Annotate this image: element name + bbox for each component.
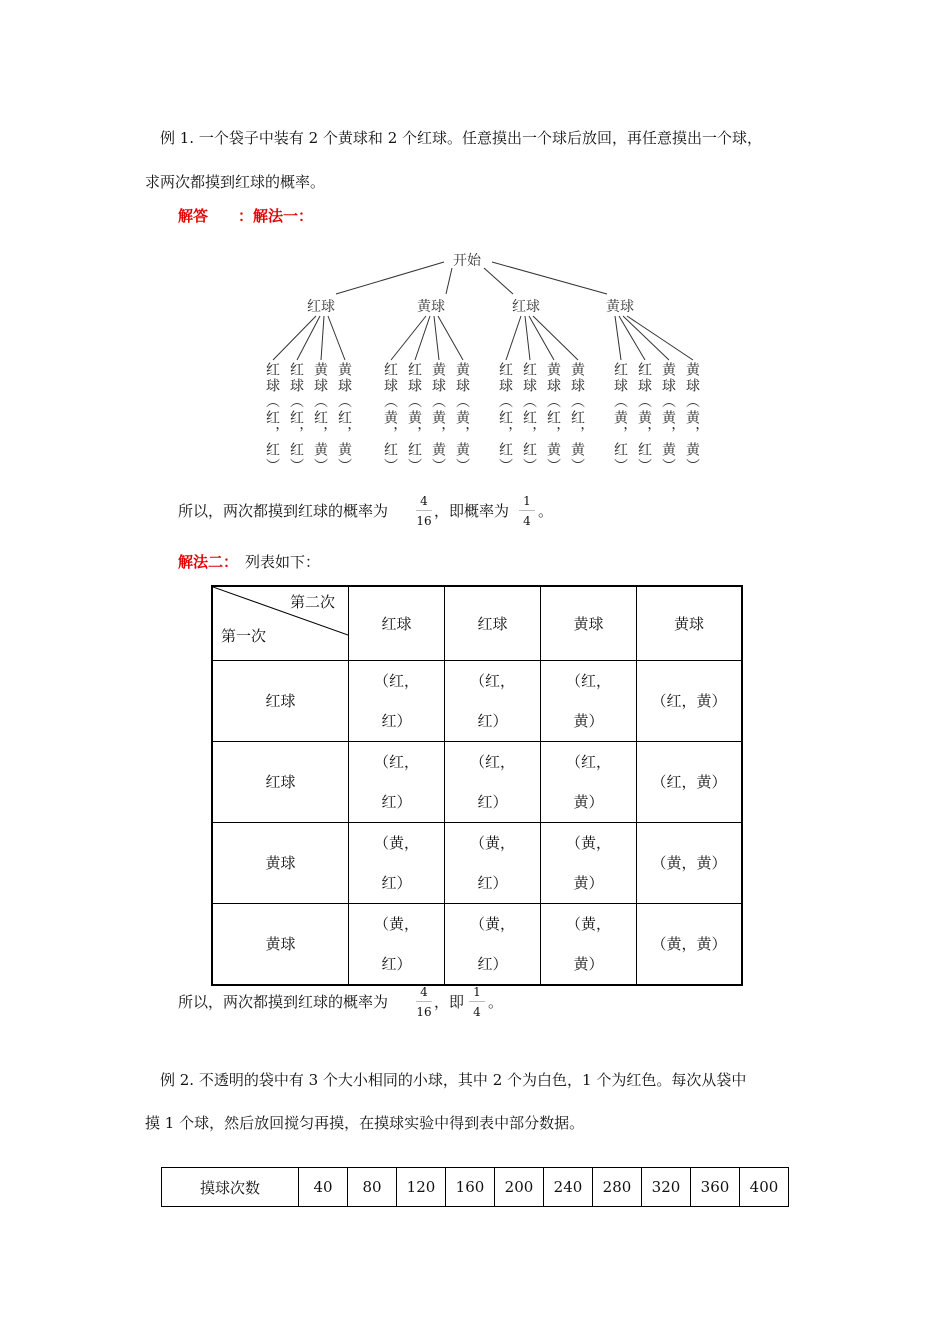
row-header: 黄球 — [212, 822, 349, 903]
fraction-numerator: 4 — [420, 494, 428, 508]
tree-branch-level1 — [484, 268, 513, 294]
table-row — [212, 822, 742, 903]
table-cell: （红， 黄） — [541, 741, 637, 822]
table-cell: （黄， 红） — [445, 903, 541, 985]
table-row — [212, 660, 742, 741]
tree-root-label: 开始 — [453, 253, 481, 269]
tree-leaf-label: 红球（黄，红） — [612, 362, 628, 474]
tree-branch-leaf — [525, 316, 530, 360]
tree-branch-leaf — [627, 316, 693, 360]
tree-level1-label: 红球 — [512, 299, 540, 315]
trial-count-table — [161, 1167, 789, 1207]
table-cell: （红，黄） — [637, 660, 743, 741]
method2-conclusion-a: 所以，两次都摸到红球的概率为 — [178, 993, 389, 1011]
example1-line1: 例 1. 一个袋子中装有 2 个黄球和 2 个红球。任意摸出一个球后放回，再任意摸出一个球， — [160, 129, 763, 147]
tree-leaf-label: 红球（红，红） — [264, 362, 280, 474]
fraction-bar — [416, 510, 432, 511]
tree-branch-leaf — [529, 316, 554, 360]
tree-diagram — [0, 0, 950, 540]
tree-branch-leaf — [623, 316, 669, 360]
tree-leaf-label: 黄球（黄，黄） — [454, 362, 470, 474]
tree-branch-leaf — [438, 316, 463, 360]
table-cell: （红， 红） — [349, 660, 445, 741]
fraction-denominator: 16 — [416, 1005, 432, 1019]
fraction-numerator: 1 — [473, 985, 481, 999]
corner-top-label: 第二次 — [290, 593, 336, 611]
table-cell: 320 — [642, 1168, 691, 1207]
tree-leaf-label: 黄球（红，黄） — [545, 362, 561, 474]
tree-branch-leaf — [619, 316, 645, 360]
method2-label: 解法二： — [178, 553, 239, 571]
tree-branch-leaf — [297, 316, 320, 360]
tree-branch-leaf — [321, 316, 324, 360]
tree-branch-leaf — [615, 316, 621, 360]
fraction-numerator: 1 — [523, 494, 531, 508]
row-header: 红球 — [212, 741, 349, 822]
example2-line2: 摸 1 个球，然后放回搅匀再摸，在摸球实验中得到表中部分数据。 — [145, 1114, 585, 1132]
tree-leaf-label: 红球（黄，红） — [406, 362, 422, 474]
table-corner-cell — [212, 586, 349, 660]
column-header: 黄球 — [541, 586, 637, 660]
table-cell: （红， 红） — [445, 660, 541, 741]
method2-conclusion-b: ，即 — [434, 993, 465, 1011]
tree-branch-leaf — [391, 316, 426, 360]
table-cell: （红，黄） — [637, 741, 743, 822]
tree-branch-leaf — [273, 316, 316, 360]
method2-conclusion-end: 。 — [488, 993, 504, 1011]
table-cell: 400 — [740, 1168, 789, 1207]
fraction-denominator: 4 — [523, 514, 531, 528]
tree-leaf-label: 红球（黄，红） — [636, 362, 652, 474]
tree-leaf-label: 黄球（红，黄） — [336, 362, 352, 474]
table-cell: 360 — [691, 1168, 740, 1207]
table-row — [162, 1168, 789, 1207]
fraction-denominator: 4 — [473, 1005, 481, 1019]
tree-level1-label: 红球 — [307, 299, 335, 315]
tree-leaf-label: 黄球（红，黄） — [312, 362, 328, 474]
tree-leaf-label: 红球（红，红） — [288, 362, 304, 474]
table-cell: 40 — [299, 1168, 348, 1207]
tree-branch-leaf — [506, 316, 521, 360]
tree-leaf-label: 黄球（黄，黄） — [684, 362, 700, 474]
tree-branch-leaf — [434, 316, 439, 360]
table-cell: 240 — [544, 1168, 593, 1207]
fraction-bar — [519, 510, 535, 511]
corner-bottom-label: 第一次 — [221, 627, 267, 645]
tree-leaf-label: 黄球（红，黄） — [569, 362, 585, 474]
table-cell: 200 — [495, 1168, 544, 1207]
column-header: 红球 — [349, 586, 445, 660]
outcome-table — [211, 585, 743, 986]
table-cell: （黄，黄） — [637, 822, 743, 903]
tree-leaf-label: 黄球（黄，黄） — [660, 362, 676, 474]
table-cell: （红， 红） — [349, 741, 445, 822]
method1-conclusion-b: ，即概率为 — [434, 502, 510, 520]
fraction-numerator: 4 — [420, 985, 428, 999]
row-header: 红球 — [212, 660, 349, 741]
table-cell: （黄， 红） — [349, 822, 445, 903]
column-header: 黄球 — [637, 586, 743, 660]
method2-fraction-1 — [413, 985, 435, 1019]
method2-intro: 列表如下： — [245, 553, 321, 571]
table-cell: （红， 红） — [445, 741, 541, 822]
table-row — [212, 903, 742, 985]
fraction-bar — [416, 1001, 432, 1002]
table-cell: （黄，黄） — [637, 903, 743, 985]
row-header: 摸球次数 — [162, 1168, 299, 1207]
tree-leaf-label: 红球（红，红） — [521, 362, 537, 474]
tree-branch-leaf — [415, 316, 430, 360]
table-cell: 120 — [397, 1168, 446, 1207]
fraction-bar — [469, 1001, 485, 1002]
table-cell: 80 — [348, 1168, 397, 1207]
method1-label-answer: 解答 — [178, 207, 209, 225]
example2-line1: 例 2. 不透明的袋中有 3 个大小相同的小球，其中 2 个为白色，1 个为红色。每次从袋中 — [160, 1071, 747, 1089]
tree-leaf-label: 红球（黄，红） — [382, 362, 398, 474]
column-header: 红球 — [445, 586, 541, 660]
example1-line2: 求两次都摸到红球的概率。 — [145, 173, 326, 191]
table-cell: （黄， 红） — [445, 822, 541, 903]
tree-level1-label: 黄球 — [417, 299, 445, 315]
tree-branch-level1 — [492, 262, 607, 294]
tree-leaf-label: 黄球（黄，黄） — [430, 362, 446, 474]
tree-branch-leaf — [533, 316, 578, 360]
table-cell: （黄， 红） — [349, 903, 445, 985]
table-cell: 160 — [446, 1168, 495, 1207]
method1-fraction-2 — [516, 494, 538, 528]
method1-label-method: ：解法一： — [238, 207, 314, 225]
method1-fraction-1 — [413, 494, 435, 528]
table-cell: （红， 黄） — [541, 660, 637, 741]
row-header: 黄球 — [212, 903, 349, 985]
table-cell: （黄， 黄） — [541, 903, 637, 985]
method1-conclusion-a: 所以，两次都摸到红球的概率为 — [178, 502, 389, 520]
table-cell: 280 — [593, 1168, 642, 1207]
tree-branch-level1 — [446, 268, 452, 294]
table-row — [212, 741, 742, 822]
tree-branch-level1 — [336, 262, 444, 294]
table-cell: （黄， 黄） — [541, 822, 637, 903]
method1-conclusion-end: 。 — [538, 502, 554, 520]
fraction-denominator: 16 — [416, 514, 432, 528]
tree-level1-label: 黄球 — [606, 299, 634, 315]
tree-leaf-label: 红球（红，红） — [497, 362, 513, 474]
tree-branch-leaf — [328, 316, 345, 360]
method2-fraction-2 — [466, 985, 488, 1019]
